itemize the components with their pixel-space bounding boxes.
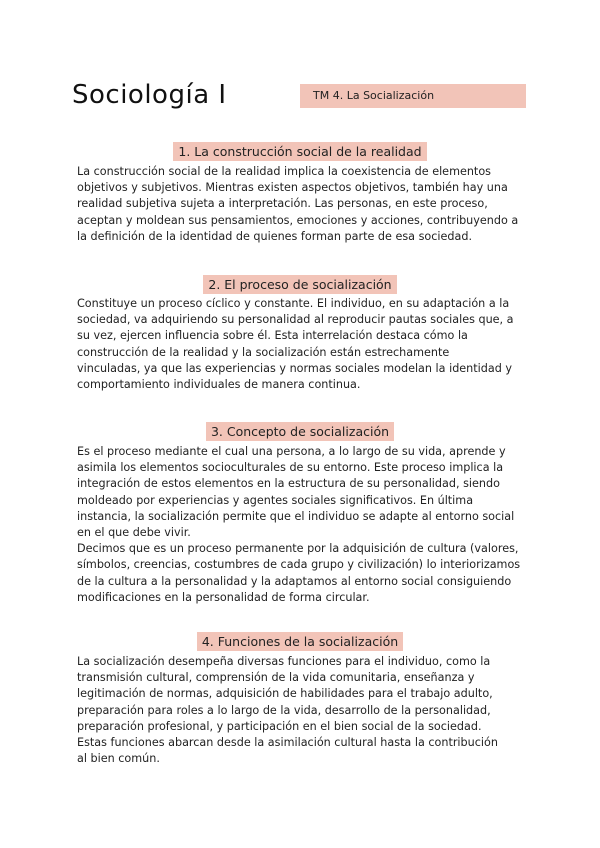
section-heading-1 <box>0 141 600 160</box>
section-heading-3-label: 3. Concepto de socialización <box>206 422 394 441</box>
section-heading-4-label: 4. Funciones de la socialización <box>197 632 403 651</box>
section-body-3: Es el proceso mediante el cual una persona, a lo largo de su vida, aprende y asimila los elementos socioculturales de su entorno. Este proceso implica la integración de estos elementos en la estructura de su personalidad, siendo moldeado por experiencias y agentes sociales significativos. En última instancia, la socialización permite que el individuo se adapte al entorno social en el que debe vivir. Decimos que es un proceso permanente por la adquisición de cultura (valores, símbolos, creencias, costumbres de cada grupo y civilización) lo interiorizamos de la cultura a la personalidad y la adaptamos al entorno social consiguiendo modificaciones en la personalidad de forma circular. <box>77 445 521 604</box>
section-heading-3 <box>0 421 600 440</box>
section-heading-2-label: 2. El proceso de socialización <box>203 275 396 294</box>
section-body-2: Constituye un proceso cíclico y constante. El individuo, en su adaptación a la sociedad, va adquiriendo su personalidad al reproducir pautas sociales que, a su vez, ejercen influencia sobre él. Esta interrelación destaca cómo la construcción de la realidad y la socialización están estrechamente vinculadas, ya que las experiencias y normas sociales modelan la identidad y comportamiento individuales de manera continua. <box>77 297 514 392</box>
section-heading-2 <box>0 274 600 293</box>
section-body-1: La construcción social de la realidad implica la coexistencia de elementos objetivos y subjetivos. Mientras existen aspectos objetivos, también hay una realidad subjetiva sujeta a interpretación. Las personas, en este proceso, aceptan y moldean sus pensamientos, emociones y acciones, contribuyendo a la definición de la identidad de quienes forman parte de esa sociedad. <box>77 165 519 243</box>
page-title: Sociología I <box>72 80 227 110</box>
section-heading-4 <box>0 631 600 650</box>
topic-tag: TM 4. La Socialización <box>300 84 526 108</box>
section-body-4: La socialización desempeña diversas funciones para el individuo, como la transmisión cultural, comprensión de la vida comunitaria, enseñanza y legitimación de normas, adquisición de habilidades para el trabajo adulto, preparación para roles a lo largo de la vida, desarrollo de la personalidad, preparación profesional, y participación en el bien social de la sociedad. Estas funciones abarcan desde la asimilación cultural hasta la contribución al bien común. <box>77 655 498 766</box>
section-heading-1-label: 1. La construcción social de la realidad <box>173 142 426 161</box>
